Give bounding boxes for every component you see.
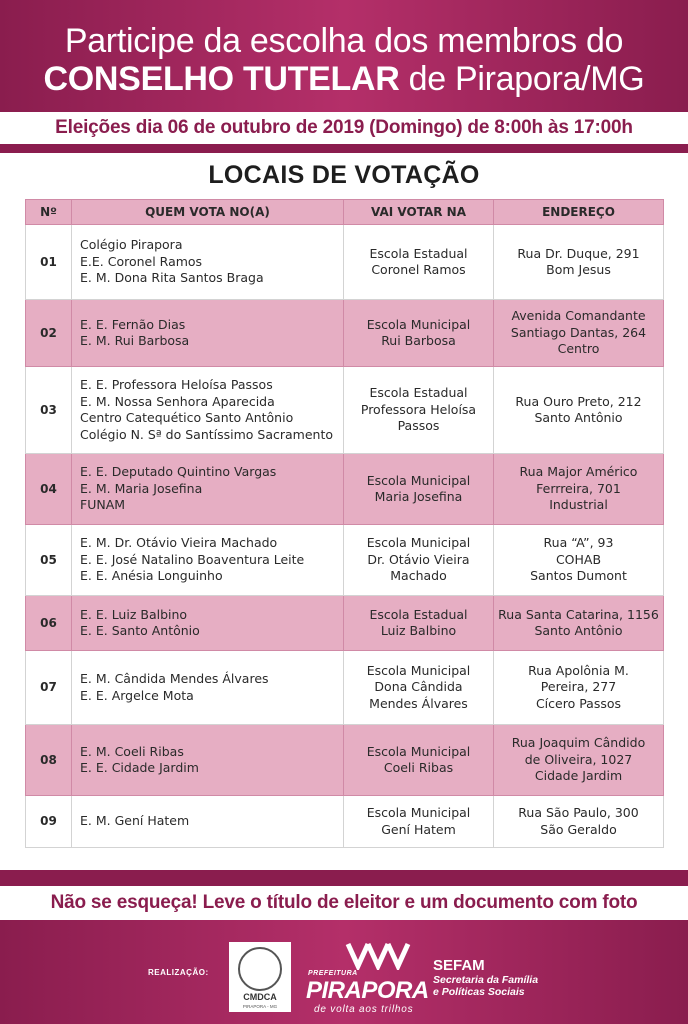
where-line: Luiz Balbino (380, 623, 457, 638)
row-address-cell (494, 796, 664, 848)
where-line: Escola Municipal (366, 662, 471, 678)
header-title-line1: Participe da escolha dos membros do (64, 22, 624, 60)
where-line: Dona Cândida (374, 679, 463, 695)
who-line: Colégio N. Sª do Santíssimo Sacramento (80, 426, 334, 442)
address-line: São Geraldo (540, 821, 617, 837)
who-line: E. M. Cândida Mendes Álvares (80, 671, 269, 686)
column-header-address: ENDEREÇO (494, 200, 664, 225)
row-who-cell (72, 225, 344, 300)
address-line: Rua Santa Catarina, 1156 (498, 606, 659, 622)
sefam-subtitle-1: Secretaria da Família (433, 974, 539, 986)
header-title-rest: de Pirapora/MG (399, 60, 645, 98)
row-number: 08 (26, 725, 72, 796)
section-title: LOCAIS DE VOTAÇÃO (208, 161, 480, 189)
who-line: E. E. Santo Antônio (80, 623, 200, 638)
where-line: Machado (390, 568, 447, 584)
address-line: Santo Antônio (534, 623, 623, 638)
address-line: Cícero Passos (535, 695, 622, 711)
where-line: Dr. Otávio Vieira (367, 551, 470, 567)
prefeitura-name: PIRAPORA (306, 977, 429, 1004)
row-who-cell (72, 525, 344, 596)
who-line: E. M. Dr. Otávio Vieira Machado (80, 535, 278, 551)
where-line: Escola Municipal (366, 472, 471, 488)
footer-top-bar (0, 870, 688, 886)
who-line: E. E. Deputado Quintino Vargas (80, 464, 277, 480)
row-who-cell (72, 367, 344, 454)
row-number: 09 (26, 796, 72, 848)
who-line: E. E. Fernão Dias (80, 316, 186, 332)
table-row (26, 367, 664, 454)
address-line: Rua Joaquim Cândido (511, 735, 646, 751)
address-line: Industrial (549, 497, 608, 513)
where-line: Escola Estadual (369, 245, 468, 261)
row-where-cell (344, 225, 494, 300)
address-line: Rua São Paulo, 300 (518, 805, 639, 820)
election-date: Eleições dia 06 de outubro de 2019 (Domingo) de 8:00h às 17:00h (0, 112, 688, 144)
row-number: 01 (26, 225, 72, 300)
where-line: Escola Municipal (366, 535, 471, 551)
seal-label: CMDCA (243, 992, 277, 1002)
who-line: E. M. Rui Barbosa (80, 333, 190, 348)
header-title-bold: CONSELHO TUTELAR (43, 60, 400, 98)
who-line: Colégio Pirapora (80, 237, 183, 253)
row-who-cell (72, 596, 344, 651)
who-line: Centro Catequético Santo Antônio (80, 410, 294, 425)
row-number: 02 (26, 300, 72, 367)
row-number: 06 (26, 596, 72, 651)
row-number: 04 (26, 454, 72, 525)
where-line: Maria Josefina (374, 489, 463, 504)
row-number: 03 (26, 367, 72, 454)
table-row (26, 225, 664, 300)
column-header-number: Nº (26, 200, 72, 225)
header-banner (0, 0, 688, 112)
row-address-cell (494, 725, 664, 796)
row-address-cell (494, 525, 664, 596)
row-where-cell (344, 596, 494, 651)
row-where-cell (344, 300, 494, 367)
address-line: Bom Jesus (546, 262, 611, 277)
who-line: E. M. Nossa Senhora Aparecida (80, 393, 275, 409)
address-line: Avenida Comandante (511, 308, 646, 324)
header-title-line2 (0, 60, 688, 98)
address-line: Santo Antônio (534, 410, 623, 425)
address-line: Santiago Dantas, 264 (510, 324, 647, 340)
sefam-subtitle-2: e Políticas Sociais (433, 986, 525, 998)
sefam-logo (433, 958, 538, 998)
who-line: E.E. Coronel Ramos (80, 253, 203, 269)
where-line: Passos (397, 418, 440, 434)
address-line: Rua “A”, 93 (543, 535, 614, 551)
pirapora-chevron-icon (300, 940, 425, 970)
row-address-cell (494, 651, 664, 725)
address-line: Rua Apolônia M. (528, 662, 629, 678)
cmdca-seal-logo (229, 942, 291, 1012)
who-line: E. M. Dona Rita Santos Braga (80, 270, 264, 286)
row-where-cell (344, 796, 494, 848)
address-line: COHAB (555, 551, 602, 567)
address-line: Cidade Jardim (534, 768, 623, 784)
where-line: Escola Estadual (369, 606, 468, 622)
row-address-cell (494, 300, 664, 367)
where-line: Rui Barbosa (381, 333, 456, 348)
prefeitura-label: PREFEITURA (308, 970, 358, 977)
who-line: FUNAM (80, 497, 126, 513)
address-line: Santos Dumont (530, 568, 627, 584)
address-line: Pereira, 277 (540, 679, 617, 695)
row-address-cell (494, 596, 664, 651)
table-header-row (26, 200, 664, 225)
row-who-cell (72, 651, 344, 725)
sefam-title: SEFAM (433, 957, 485, 974)
who-line: E. M. Coeli Ribas (80, 743, 184, 759)
address-line: Ferrreira, 701 (536, 480, 621, 496)
table-row (26, 596, 664, 651)
where-line: Mendes Álvares (369, 695, 468, 711)
reminder-text: Não se esqueça! Leve o título de eleitor e um documento com foto (50, 892, 638, 913)
row-who-cell (72, 725, 344, 796)
address-line: de Oliveira, 1027 (524, 751, 633, 767)
table-row (26, 525, 664, 596)
row-number: 07 (26, 651, 72, 725)
who-line: E. E. Argelce Mota (80, 687, 194, 703)
table-row (26, 454, 664, 525)
prefeitura-slogan: de volta aos trilhos (314, 1004, 414, 1015)
row-who-cell (72, 454, 344, 525)
table-row (26, 300, 664, 367)
voting-locations-table (25, 199, 664, 848)
row-number: 05 (26, 525, 72, 596)
who-line: E. E. José Natalino Boaventura Leite (80, 551, 305, 567)
who-line: E. E. Anésia Longuinho (80, 568, 223, 584)
row-where-cell (344, 454, 494, 525)
row-where-cell (344, 367, 494, 454)
who-line: E. E. Professora Heloísa Passos (80, 377, 273, 392)
where-line: Escola Municipal (366, 743, 471, 759)
prefeitura-pirapora-logo (300, 940, 429, 1018)
where-line: Gení Hatem (381, 821, 456, 837)
table-row (26, 796, 664, 848)
column-header-who: QUEM VOTA NO(A) (72, 200, 344, 225)
who-line: E. M. Gení Hatem (80, 813, 190, 829)
seal-emblem-icon (238, 947, 282, 991)
row-who-cell (72, 300, 344, 367)
address-line: Rua Major Américo (519, 464, 638, 480)
row-who-cell (72, 796, 344, 848)
row-address-cell (494, 454, 664, 525)
where-line: Coeli Ribas (383, 760, 454, 775)
seal-sublabel: PIRAPORA - MG (242, 1004, 278, 1009)
who-line: E. E. Cidade Jardim (80, 760, 199, 775)
address-line: Rua Dr. Duque, 291 (517, 245, 640, 261)
table-row (26, 725, 664, 796)
where-line: Escola Municipal (366, 316, 471, 332)
table-row (26, 651, 664, 725)
where-line: Coronel Ramos (371, 262, 466, 277)
row-where-cell (344, 651, 494, 725)
row-where-cell (344, 525, 494, 596)
footer-banner (0, 920, 688, 1024)
row-address-cell (494, 367, 664, 454)
who-line: E. M. Maria Josefina (80, 480, 203, 496)
where-line: Professora Heloísa (360, 401, 477, 417)
row-address-cell (494, 225, 664, 300)
where-line: Escola Estadual (369, 385, 468, 401)
where-line: Escola Municipal (366, 805, 471, 820)
address-line: Rua Ouro Preto, 212 (515, 393, 642, 409)
who-line: E. E. Luiz Balbino (80, 606, 188, 622)
row-where-cell (344, 725, 494, 796)
column-header-where: VAI VOTAR NA (344, 200, 494, 225)
realizacao-label: REALIZAÇÃO: (148, 968, 209, 977)
divider-bar (0, 144, 688, 153)
address-line: Centro (557, 341, 600, 357)
